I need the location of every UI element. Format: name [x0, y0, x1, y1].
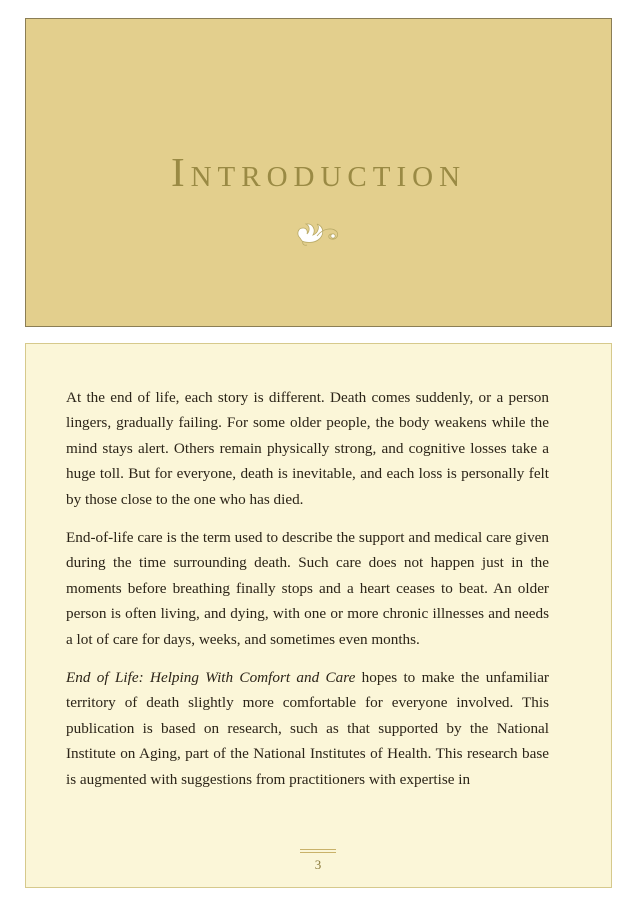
chapter-title: Introduction — [170, 149, 467, 195]
paragraph-3-text: hopes to make the unfamiliar territory of death slightly more comfortable for everyone involved. This publication is based on research, such as that supported by the National Institute on Aging, part of the National Institutes of Health. This research base is augmented with suggestions from practitioners with expertise in — [66, 669, 549, 788]
paragraph-2: End-of-life care is the term used to describe the support and medical care given during the time surrounding death. Such care does not happen just in the moments before breathing finally stops and a heart ceases to beat. An older person is often living, and dying, with one or more chronic illnesses and needs a lot of care for days, weeks, and sometimes even months. — [66, 529, 549, 648]
floral-ornament-icon — [294, 218, 340, 248]
paragraph-1: At the end of life, each story is different. Death comes suddenly, or a person lingers, gradually failing. For some older people, the body weakens while the mind stays alert. Others remain physically strong, and cognitive losses take a huge toll. But for everyone, death is inevitable, and each loss is personally felt by those close to the one who has died. — [66, 389, 549, 508]
page-rule-top — [300, 849, 336, 850]
publication-title: End of Life: Helping With Comfort and Care — [66, 669, 356, 687]
chapter-header-panel — [25, 18, 612, 327]
page-rule-bottom — [300, 852, 336, 853]
page-number: 3 — [314, 857, 322, 872]
introduction-body — [66, 385, 549, 805]
paragraph-3 — [66, 665, 549, 792]
